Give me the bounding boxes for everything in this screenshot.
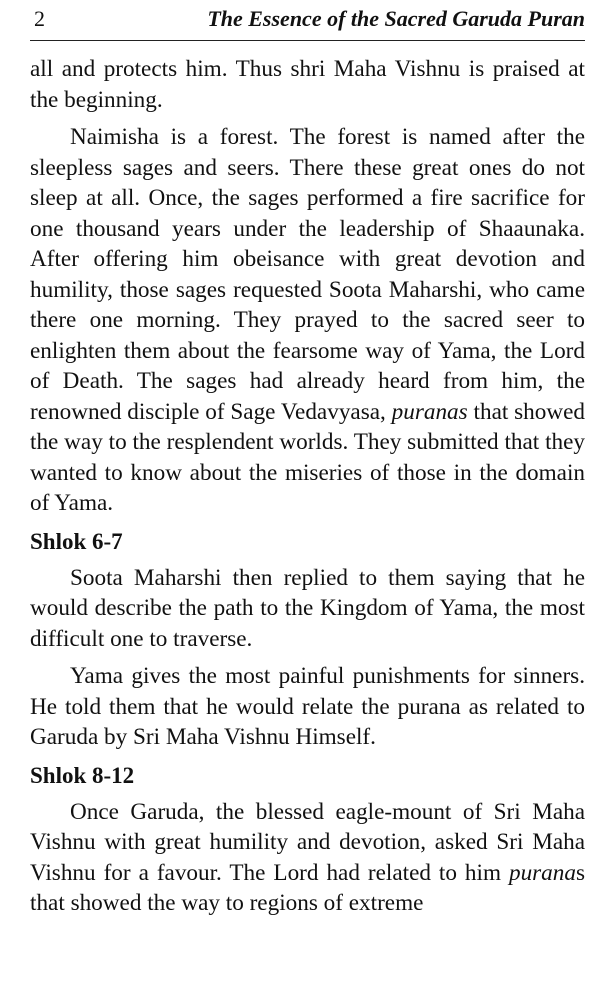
page-number: 2 — [34, 6, 45, 31]
paragraph-garuda — [30, 797, 585, 919]
paragraph-naimisha — [30, 122, 585, 519]
italic-term: puranas — [391, 398, 468, 425]
page-header — [30, 0, 585, 41]
paragraph-text: Naimisha is a forest. The forest is named after the sleepless sages and seers. There these great ones do not sleep at all. Once, the sages performed a fire sacrifice for one thousand years under the leadership of Shaaunaka. After offering him obeisance with great devotion and humility, those sages requested Soota Maharshi, who came there one morning. They prayed to the sacred seer to enlighten them about the fearsome way of Yama, the Lord of Death. The sages had already heard from him, the renowned disciple of Sage Vedavyasa, — [30, 124, 585, 425]
running-title: The Essence of the Sacred Garuda Puran — [207, 6, 585, 31]
paragraph-text: Once Garuda, the blessed eagle-mount of Sri Maha Vishnu with great humility and devotion, asked Sri Maha Vishnu for a favour. The Lord had related to him — [30, 798, 585, 886]
italic-term: purana — [508, 859, 576, 886]
paragraph-soota-reply: Soota Maharshi then replied to them saying that he would describe the path to the Kingdom of Yama, the most difficult one to traverse. — [30, 564, 585, 652]
paragraph-yama-punishments: Yama gives the most painful punishments for sinners. He told them that he would relate the purana as related to Garuda by Sri Maha Vishnu Himself. — [30, 663, 585, 750]
paragraph-text: that showed the way to the resplendent worlds. They submitted that they wanted to know about the miseries of those in the domain of Yama. — [30, 398, 585, 516]
section-heading-shlok-8-12: Shlok 8-12 — [30, 762, 135, 788]
paragraph-text: s that showed the way to regions of extreme — [30, 859, 585, 916]
section-heading-shlok-6-7: Shlok 6-7 — [30, 528, 123, 554]
body-text — [30, 54, 585, 926]
book-page — [30, 0, 585, 981]
paragraph-continuation: all and protects him. Thus shri Maha Vishnu is praised at the beginning. — [30, 56, 585, 113]
